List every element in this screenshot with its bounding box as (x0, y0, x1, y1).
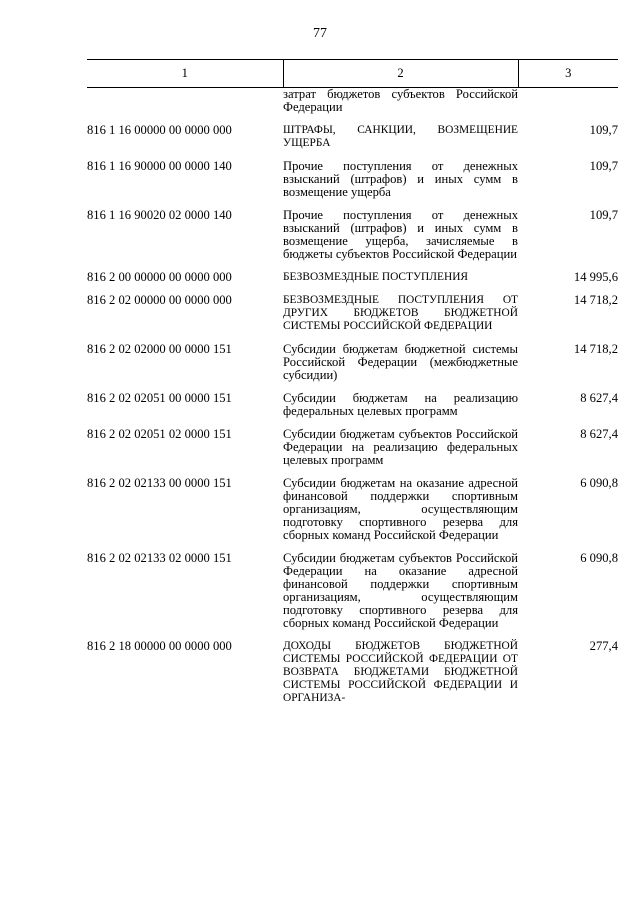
amount-cell: 6 090,8 (580, 551, 618, 565)
kosgu-code: 000 (212, 293, 232, 307)
table-row (87, 552, 618, 630)
revenue-code-cell (87, 209, 283, 261)
revenue-name-cell: Субсидии бюджетам на оказание адресной финансовой поддержки спортивным организациям, осуществляющим подготовку спортивного резерва для сборных команд Российской Федерации (283, 476, 518, 542)
admin-code: 816 (87, 639, 106, 653)
revenue-name-cell: Субсидии бюджетам на реализацию федеральных целевых программ (283, 391, 518, 418)
revenue-name-cell: затрат бюджетов субъектов Российской Федерации (283, 87, 518, 114)
revenue-code-cell (87, 392, 283, 418)
kosgu-code: 000 (212, 270, 232, 284)
amount-cell (518, 88, 618, 115)
table-row (87, 428, 618, 467)
amount-cell: 14 995,6 (573, 270, 618, 284)
revenue-table (87, 59, 618, 705)
table-row (87, 294, 618, 333)
revenue-code-cell (87, 640, 283, 705)
kosgu-code: 151 (212, 342, 232, 356)
revenue-name-cell: Субсидии бюджетам субъектов Российской Федерации на оказание адресной финансовой поддержки спортивным организациям, осуществляющим подготовку спортивного резерва для сборных команд Российской Федерации (283, 551, 518, 630)
kbk-code: 2 18 00000 00 0000 (109, 639, 210, 653)
table-row (87, 477, 618, 542)
amount-cell: 109,7 (589, 208, 618, 222)
page-number: 77 (313, 26, 327, 41)
revenue-name-cell: ДОХОДЫ БЮДЖЕТОВ БЮДЖЕТНОЙ СИСТЕМЫ РОССИЙСКОЙ ФЕДЕРАЦИИ ОТ ВОЗВРАТА БЮДЖЕТАМИ БЮДЖЕТНОЙ СИСТЕМЫ РОССИЙСКОЙ ФЕДЕРАЦИИ И ОРГАНИЗА- (283, 640, 518, 704)
amount-cell: 14 718,2 (573, 342, 618, 356)
revenue-code-cell (87, 124, 283, 150)
table-row (87, 271, 618, 284)
kbk-code: 2 02 02000 00 0000 (109, 342, 210, 356)
admin-code: 816 (87, 476, 106, 490)
revenue-code-cell (87, 271, 283, 284)
amount-cell: 6 090,8 (580, 476, 618, 490)
kbk-code: 2 02 00000 00 0000 (109, 293, 210, 307)
kosgu-code: 151 (212, 427, 232, 441)
revenue-code-cell (87, 477, 283, 542)
table-row (87, 88, 618, 115)
column-header-code: 1 (87, 60, 283, 88)
kosgu-code: 140 (212, 159, 232, 173)
amount-cell: 14 718,2 (573, 293, 618, 307)
table-row (87, 640, 618, 705)
kbk-code: 2 02 02051 00 0000 (109, 391, 210, 405)
amount-cell: 109,7 (589, 159, 618, 173)
revenue-code-cell (87, 428, 283, 467)
revenue-name-cell: Субсидии бюджетам субъектов Российской Федерации на реализацию федеральных целевых программ (283, 427, 518, 467)
admin-code: 816 (87, 293, 106, 307)
kosgu-code: 000 (212, 639, 232, 653)
revenue-name-cell: Прочие поступления от денежных взысканий (штрафов) и иных сумм в возмещение ущерба, зачисляемые в бюджеты субъектов Российской Федерации (283, 208, 518, 261)
column-header-amount: 3 (518, 60, 618, 88)
revenue-name-cell: БЕЗВОЗМЕЗДНЫЕ ПОСТУПЛЕНИЯ (283, 271, 469, 283)
amount-cell: 8 627,4 (580, 391, 618, 405)
admin-code: 816 (87, 427, 106, 441)
kosgu-code: 151 (212, 551, 232, 565)
amount-cell: 8 627,4 (580, 427, 618, 441)
revenue-code-cell (87, 160, 283, 199)
revenue-code-cell (87, 294, 283, 333)
table-header-row (87, 60, 618, 88)
kbk-code: 2 00 00000 00 0000 (109, 270, 210, 284)
kosgu-code: 000 (212, 123, 232, 137)
kbk-code: 2 02 02133 02 0000 (109, 551, 210, 565)
admin-code: 816 (87, 270, 106, 284)
admin-code: 816 (87, 391, 106, 405)
table-row (87, 160, 618, 199)
revenue-name-cell: БЕЗВОЗМЕЗДНЫЕ ПОСТУПЛЕНИЯ ОТ ДРУГИХ БЮДЖЕТОВ БЮДЖЕТНОЙ СИСТЕМЫ РОССИЙСКОЙ ФЕДЕРАЦИИ (283, 294, 518, 332)
amount-cell: 277,4 (589, 639, 618, 653)
table-row (87, 209, 618, 261)
kosgu-code: 151 (212, 476, 232, 490)
table-row (87, 343, 618, 382)
kbk-code: 2 02 02051 02 0000 (109, 427, 210, 441)
revenue-code-cell (87, 343, 283, 382)
table-row (87, 124, 618, 150)
kbk-code: 1 16 00000 00 0000 (109, 123, 210, 137)
admin-code: 816 (87, 123, 106, 137)
table-row (87, 392, 618, 418)
admin-code: 816 (87, 342, 106, 356)
kosgu-code: 140 (212, 208, 232, 222)
revenue-name-cell: ШТРАФЫ, САНКЦИИ, ВОЗМЕЩЕНИЕ УЩЕРБА (283, 124, 518, 149)
amount-cell: 109,7 (589, 123, 618, 137)
kosgu-code: 151 (212, 391, 232, 405)
revenue-code-cell (87, 88, 283, 115)
revenue-name-cell: Субсидии бюджетам бюджетной системы Российской Федерации (межбюджетные субсидии) (283, 342, 518, 382)
admin-code: 816 (87, 159, 106, 173)
revenue-name-cell: Прочие поступления от денежных взысканий (штрафов) и иных сумм в возмещение ущерба (283, 159, 518, 199)
kbk-code: 2 02 02133 00 0000 (109, 476, 210, 490)
admin-code: 816 (87, 551, 106, 565)
revenue-code-cell (87, 552, 283, 630)
table-body (87, 88, 618, 706)
kbk-code: 1 16 90000 00 0000 (109, 159, 210, 173)
admin-code: 816 (87, 208, 106, 222)
kbk-code: 1 16 90020 02 0000 (109, 208, 210, 222)
column-header-name: 2 (283, 60, 518, 88)
